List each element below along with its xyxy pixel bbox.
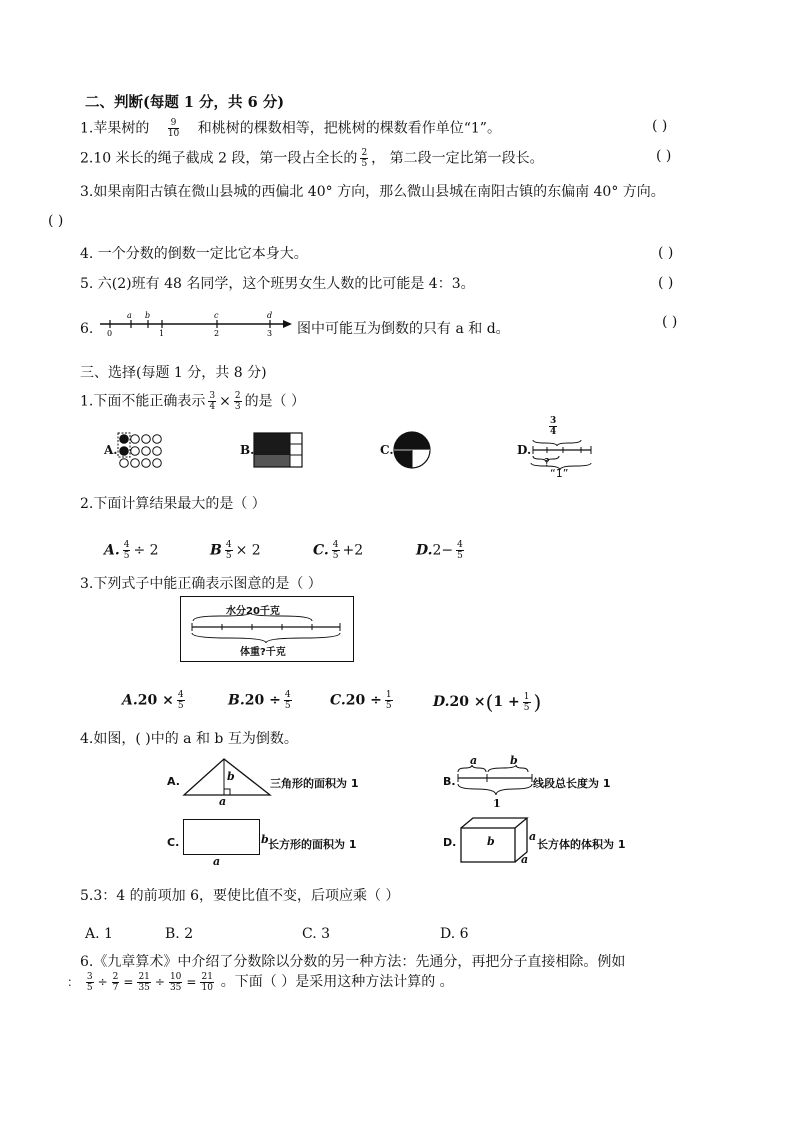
judge-q1	[80, 118, 501, 139]
judge-q3: 3.如果南阳古镇在微山县城的西偏北 40° 方向，那么微山县城在南阳古镇的东偏南 40° 方向。	[80, 184, 665, 200]
q6-colon: ：	[67, 975, 80, 989]
q4-option-d-caption: 长方体的体积为 1	[537, 838, 626, 851]
choice-q1-pre: 1.下面不能正确表示	[80, 393, 206, 410]
judge-q6-text: 图中可能互为倒数的只有 a 和 d。	[297, 321, 510, 337]
segment-length-figure	[456, 764, 534, 798]
rectangle-figure	[183, 819, 260, 855]
option-d-label: D.	[517, 443, 532, 457]
tick-3: 3	[267, 329, 273, 336]
option-a-label: A.	[104, 443, 118, 457]
option-c-label: C.	[380, 443, 394, 457]
q4-option-d-label: D.	[443, 836, 457, 849]
choice-q2: 2.下面计算结果最大的是（ ）	[80, 496, 266, 512]
q4-option-c-caption: 长方形的面积为 1	[268, 838, 357, 851]
answer-paren-q3[interactable]: ( )	[48, 213, 64, 229]
fraction-10-35: $\frac{10}{35}$	[169, 972, 182, 993]
triangle-height-b: b	[227, 770, 235, 783]
shaded-rectangle-figure	[253, 432, 303, 468]
option-d-top-fraction: $\frac{3}{4}$	[550, 416, 557, 437]
judge-q2-pre: 2.10 米长的绳子截成 2 段，第一段占全长的	[80, 150, 358, 167]
judge-q4: 4. 一个分数的倒数一定比它本身大。	[80, 246, 308, 262]
answer-paren-q4[interactable]: ( )	[658, 245, 674, 261]
q3-option-b[interactable]: B.20 ÷ $\frac{4}{5}$	[228, 690, 291, 711]
choice-q6: 6.《九章算术》中介绍了分数除以分数的另一种方法：先通分，再把分子直接相除。例如	[80, 954, 626, 970]
point-a: a	[127, 311, 132, 320]
q2-option-a[interactable]: A. $\frac{4}{5}$ ÷ 2	[104, 540, 159, 561]
q6-post: 。下面（ ）是采用这种方法计算的 。	[220, 974, 454, 990]
judge-q2	[80, 148, 544, 169]
q5-option-c[interactable]: C. 3	[302, 926, 331, 942]
answer-paren-q2[interactable]: ( )	[656, 148, 672, 164]
judge-q1-post: 和桃树的棵数相等，把桃树的棵数看作单位“1”。	[197, 120, 501, 137]
q2-option-c[interactable]: C. $\frac{4}{5}$ +2	[313, 540, 364, 561]
fraction-21-10: $\frac{21}{10}$	[201, 972, 213, 993]
cuboid-height-a: a	[529, 830, 537, 843]
judge-q2-post: ， 第二段一定比第一段长。	[371, 150, 544, 167]
times-sign: ×	[219, 393, 231, 410]
choice-q1	[80, 391, 305, 412]
shaded-circle-figure	[393, 431, 431, 469]
answer-paren-q6[interactable]: ( )	[662, 314, 678, 330]
q4-option-c-label: C.	[167, 836, 180, 849]
answer-paren-q5[interactable]: ( )	[658, 275, 674, 291]
cuboid-depth-a: a	[521, 853, 529, 866]
judge-q6-num: 6.	[80, 321, 94, 337]
q5-option-d[interactable]: D. 6	[440, 926, 469, 942]
operator: =	[123, 975, 134, 989]
choice-q3: 3.下列式子中能正确表示图意的是（ ）	[80, 576, 322, 592]
q4-option-a-caption: 三角形的面积为 1	[270, 777, 359, 790]
fraction-2-7: $\frac{2}{7}$	[112, 972, 119, 993]
operator: ÷	[154, 975, 165, 989]
operator: =	[186, 975, 197, 989]
fraction-3-5: $\frac{3}{5}$	[86, 972, 93, 993]
point-c: c	[214, 311, 219, 320]
fraction-21-35: $\frac{21}{35}$	[138, 972, 150, 993]
fraction-2-5: $\frac{2}{5}$	[361, 148, 368, 169]
diagram-water-label: 水分20千克	[226, 606, 280, 617]
choice-q5: 5.3：4 的前项加 6，要使比值不变，后项应乘（ ）	[80, 888, 400, 904]
answer-paren-q1[interactable]: ( )	[652, 118, 668, 134]
q4-option-b-caption: 线段总长度为 1	[533, 777, 611, 790]
judge-q1-pre: 1.苹果树的	[80, 120, 150, 137]
circles-grid-figure	[116, 432, 168, 470]
number-line	[98, 308, 293, 336]
q5-option-a[interactable]: A. 1	[85, 926, 113, 942]
operator: ÷	[97, 975, 108, 989]
fraction-3-4: $\frac{3}{4}$	[209, 391, 216, 412]
point-d: d	[267, 311, 273, 320]
rectangle-height-b: b	[261, 833, 269, 846]
point-b: b	[145, 311, 151, 320]
q2-option-d[interactable]: D.2− $\frac{4}{5}$	[416, 540, 463, 561]
q4-option-a-label: A.	[167, 775, 180, 788]
rectangle-base-a: a	[213, 855, 221, 868]
q6-example-expression	[83, 972, 217, 993]
q3-option-c[interactable]: C.20 ÷ $\frac{1}{5}$	[330, 690, 392, 711]
fraction-9-10: $\frac{9}{10}$	[167, 118, 180, 139]
triangle-base-a: a	[219, 795, 227, 808]
tick-1: 1	[159, 329, 165, 336]
option-b-label: B.	[240, 443, 255, 457]
section2-title: 二、判断(每题 1 分，共 6 分)	[85, 94, 285, 111]
tick-0: 0	[107, 329, 113, 336]
fraction-2-3: $\frac{2}{3}$	[234, 391, 241, 412]
segment-total-one: 1	[493, 797, 501, 810]
option-d-question: ?	[544, 456, 550, 469]
cuboid-face-b: b	[487, 835, 495, 848]
section3-title: 三、选择(每题 1 分，共 8 分)	[80, 365, 267, 381]
choice-q4: 4.如图，( )中的 a 和 b 互为倒数。	[80, 731, 298, 747]
choice-q6-line2	[67, 972, 454, 993]
segment-a-label: a	[470, 754, 478, 767]
option-d-one: “1”	[550, 467, 569, 480]
tick-2: 2	[214, 329, 220, 336]
diagram-weight-label: 体重?千克	[240, 647, 286, 658]
q5-option-b[interactable]: B. 2	[165, 926, 194, 942]
judge-q5: 5. 六(2)班有 48 名同学，这个班男女生人数的比可能是 4：3。	[80, 276, 475, 292]
q3-option-a[interactable]: A.20 × $\frac{4}{5}$	[122, 690, 184, 711]
q3-option-d[interactable]: D.20 ×(1 + $\frac{1}{5}$ )	[433, 690, 542, 714]
q4-option-b-label: B.	[443, 775, 456, 788]
choice-q1-post: 的是（ ）	[244, 393, 306, 410]
segment-b-label: b	[510, 754, 518, 767]
q2-option-b[interactable]: B $\frac{4}{5}$ × 2	[210, 540, 261, 561]
